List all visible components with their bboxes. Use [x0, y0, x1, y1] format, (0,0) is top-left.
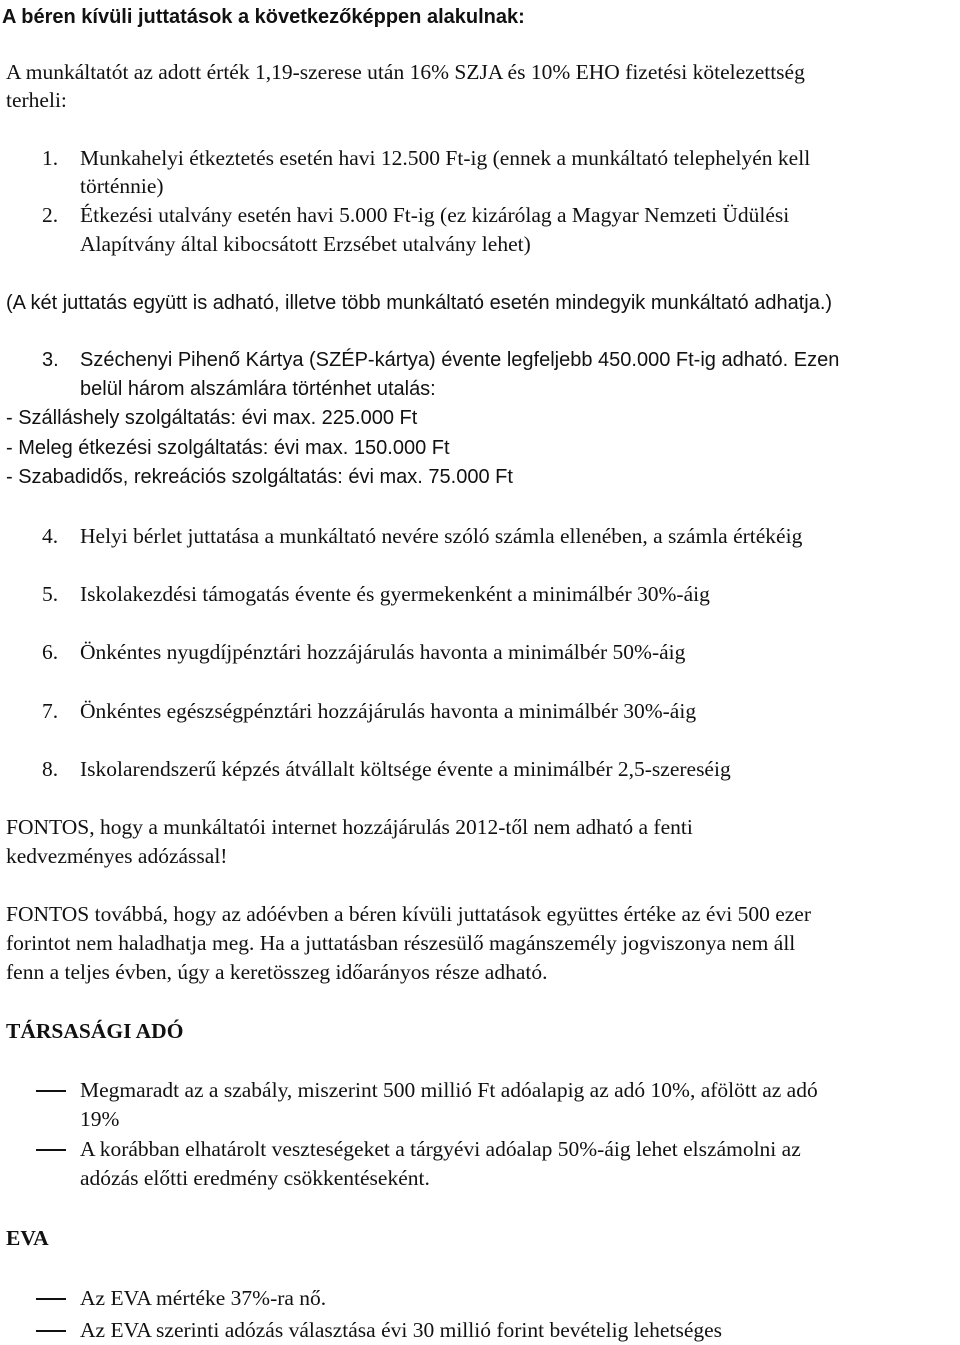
intro-line-1: A munkáltatót az adott érték 1,19-szerese után 16% SZJA és 10% EHO fizetési kötelezettség	[6, 60, 805, 84]
important-note-2: FONTOS továbbá, hogy az adóévben a béren kívüli juttatások együttes értéke az évi 500 ezer	[6, 902, 811, 926]
sub-item: - Meleg étkezési szolgáltatás: évi max. 150.000 Ft	[6, 437, 450, 459]
list-item-number: 5.	[42, 582, 59, 606]
note-paragraph: (A két juttatás együtt is adható, illetve több munkáltató esetén mindegyik munkáltató adhatja.)	[6, 292, 833, 314]
list-item-text: Önkéntes nyugdíjpénztári hozzájárulás havonta a minimálbér 50%-áig	[80, 640, 686, 664]
dash-bullet-icon	[36, 1090, 66, 1092]
important-note-2: forintot nem haladhatja meg. Ha a juttatásban részesülő magánszemély jogviszonya nem áll	[6, 931, 796, 955]
important-note-1: kedvezményes adózással!	[6, 844, 228, 868]
bullet-item-text: Az EVA szerinti adózás választása évi 30 millió forint bevételig lehetséges	[80, 1318, 723, 1342]
list-item-text: Iskolakezdési támogatás évente és gyermekenként a minimálbér 30%-áig	[80, 582, 710, 606]
dash-bullet-icon	[36, 1298, 66, 1300]
list-item-text: Széchenyi Pihenő Kártya (SZÉP-kártya) évente legfeljebb 450.000 Ft-ig adható. Ezen	[80, 349, 840, 371]
list-item-text: Alapítvány által kibocsátott Erzsébet utalvány lehet)	[80, 232, 531, 256]
list-item-text: Önkéntes egészségpénztári hozzájárulás havonta a minimálbér 30%-áig	[80, 699, 697, 723]
list-item-text: belül három alszámlára történhet utalás:	[80, 378, 436, 400]
list-item-number: 7.	[42, 699, 59, 723]
list-item-number: 8.	[42, 757, 59, 781]
dash-bullet-icon	[36, 1330, 66, 1332]
sub-item: - Szálláshely szolgáltatás: évi max. 225.000 Ft	[6, 407, 418, 429]
list-item-text: Munkahelyi étkeztetés esetén havi 12.500 Ft-ig (ennek a munkáltató telephelyén kell	[80, 146, 811, 170]
list-item-number: 1.	[42, 146, 59, 170]
bullet-item-text: A korábban elhatárolt veszteségeket a tárgyévi adóalap 50%-áig lehet elszámolni az	[80, 1137, 801, 1161]
section-title-tarsasagi-ado: TÁRSASÁGI ADÓ	[6, 1019, 184, 1043]
list-item-text: történnie)	[80, 174, 164, 198]
sub-item: - Szabadidős, rekreációs szolgáltatás: évi max. 75.000 Ft	[6, 466, 513, 488]
section-title-eva: EVA	[6, 1226, 49, 1250]
important-note-1: FONTOS, hogy a munkáltatói internet hozzájárulás 2012-től nem adható a fenti	[6, 815, 693, 839]
intro-line-2: terheli:	[6, 88, 67, 112]
bullet-item-text: 19%	[80, 1107, 120, 1131]
section-heading: A béren kívüli juttatások a következőképpen alakulnak:	[2, 6, 525, 28]
list-item-number: 6.	[42, 640, 59, 664]
bullet-item-text: adózás előtti eredmény csökkentéseként.	[80, 1166, 430, 1190]
list-item-number: 2.	[42, 203, 59, 227]
list-item-number: 4.	[42, 524, 59, 548]
list-item-text: Iskolarendszerű képzés átvállalt költsége évente a minimálbér 2,5-szereséig	[80, 757, 731, 781]
dash-bullet-icon	[36, 1149, 66, 1151]
important-note-2: fenn a teljes évben, úgy a keretösszeg időarányos része adható.	[6, 960, 548, 984]
list-item-text: Étkezési utalvány esetén havi 5.000 Ft-ig (ez kizárólag a Magyar Nemzeti Üdülési	[80, 203, 790, 227]
list-item-number: 3.	[42, 349, 59, 371]
bullet-item-text: Az EVA mértéke 37%-ra nő.	[80, 1286, 327, 1310]
bullet-item-text: Megmaradt az a szabály, miszerint 500 millió Ft adóalapig az adó 10%, afölött az adó	[80, 1078, 818, 1102]
list-item-text: Helyi bérlet juttatása a munkáltató nevére szóló számla ellenében, a számla értékéig	[80, 524, 803, 548]
